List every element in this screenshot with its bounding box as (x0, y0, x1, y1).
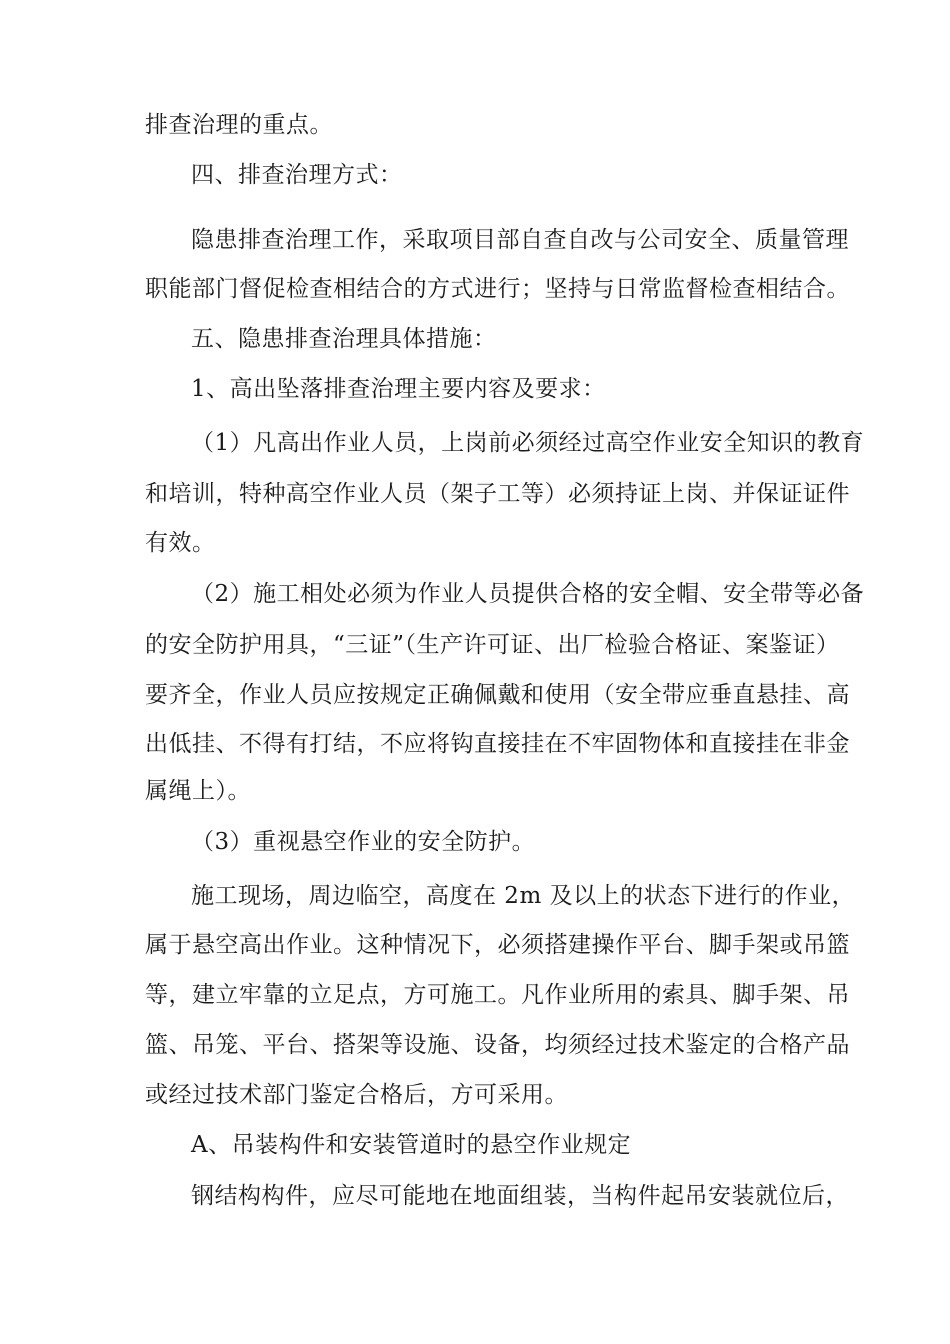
text-line: 等，建立牢靠的立足点，方可施工。凡作业所用的索具、脚手架、吊 (145, 982, 850, 1008)
text-line: 要齐全，作业人员应按规定正确佩戴和使用（安全带应垂直悬挂、高 (145, 682, 850, 708)
subsection-heading: （3）重视悬空作业的安全防护。 (191, 829, 536, 855)
text-line: 篮、吊笼、平台、搭架等设施、设备，均须经过技术鉴定的合格产品 (145, 1032, 850, 1058)
section-heading: 五、隐患排查治理具体措施： (191, 326, 497, 352)
text-line: （1）凡高出作业人员，上岗前必须经过高空作业安全知识的教育 (191, 430, 865, 456)
text-line: （2）施工相处必须为作业人员提供合格的安全帽、安全带等必备 (191, 581, 865, 607)
text-line: 职能部门督促检查相结合的方式进行；坚持与日常监督检查相结合。 (145, 276, 850, 302)
text-line: 属于悬空高出作业。这种情况下，必须搭建操作平台、脚手架或吊篮 (145, 932, 850, 958)
text-line: 有效。 (145, 530, 216, 556)
text-line: 的安全防护用具，“三证”（生产许可证、出厂检验合格证、案鉴证） (145, 632, 840, 658)
text-line: 出低挂、不得有打结，不应将钩直接挂在不牢固物体和直接挂在非金 (145, 731, 850, 757)
text-line: 或经过技术部门鉴定合格后，方可采用。 (145, 1082, 568, 1108)
text-line: 属绳上）。 (145, 778, 251, 804)
text-line: 钢结构构件，应尽可能地在地面组装，当构件起吊安装就位后， (191, 1183, 849, 1209)
section-heading: 四、排查治理方式： (191, 162, 403, 188)
text-line: 施工现场，周边临空，高度在 2m 及以上的状态下进行的作业， (191, 883, 856, 909)
subsection-heading: A、吊装构件和安装管道时的悬空作业规定 (191, 1132, 632, 1158)
text-line: 排查治理的重点。 (145, 112, 333, 138)
text-line: 和培训，特种高空作业人员（架子工等）必须持证上岗、并保证证件 (145, 481, 850, 507)
text-line: 隐患排查治理工作，采取项目部自查自改与公司安全、质量管理 (191, 227, 849, 253)
subsection-heading: 1、高出坠落排查治理主要内容及要求： (191, 376, 606, 402)
